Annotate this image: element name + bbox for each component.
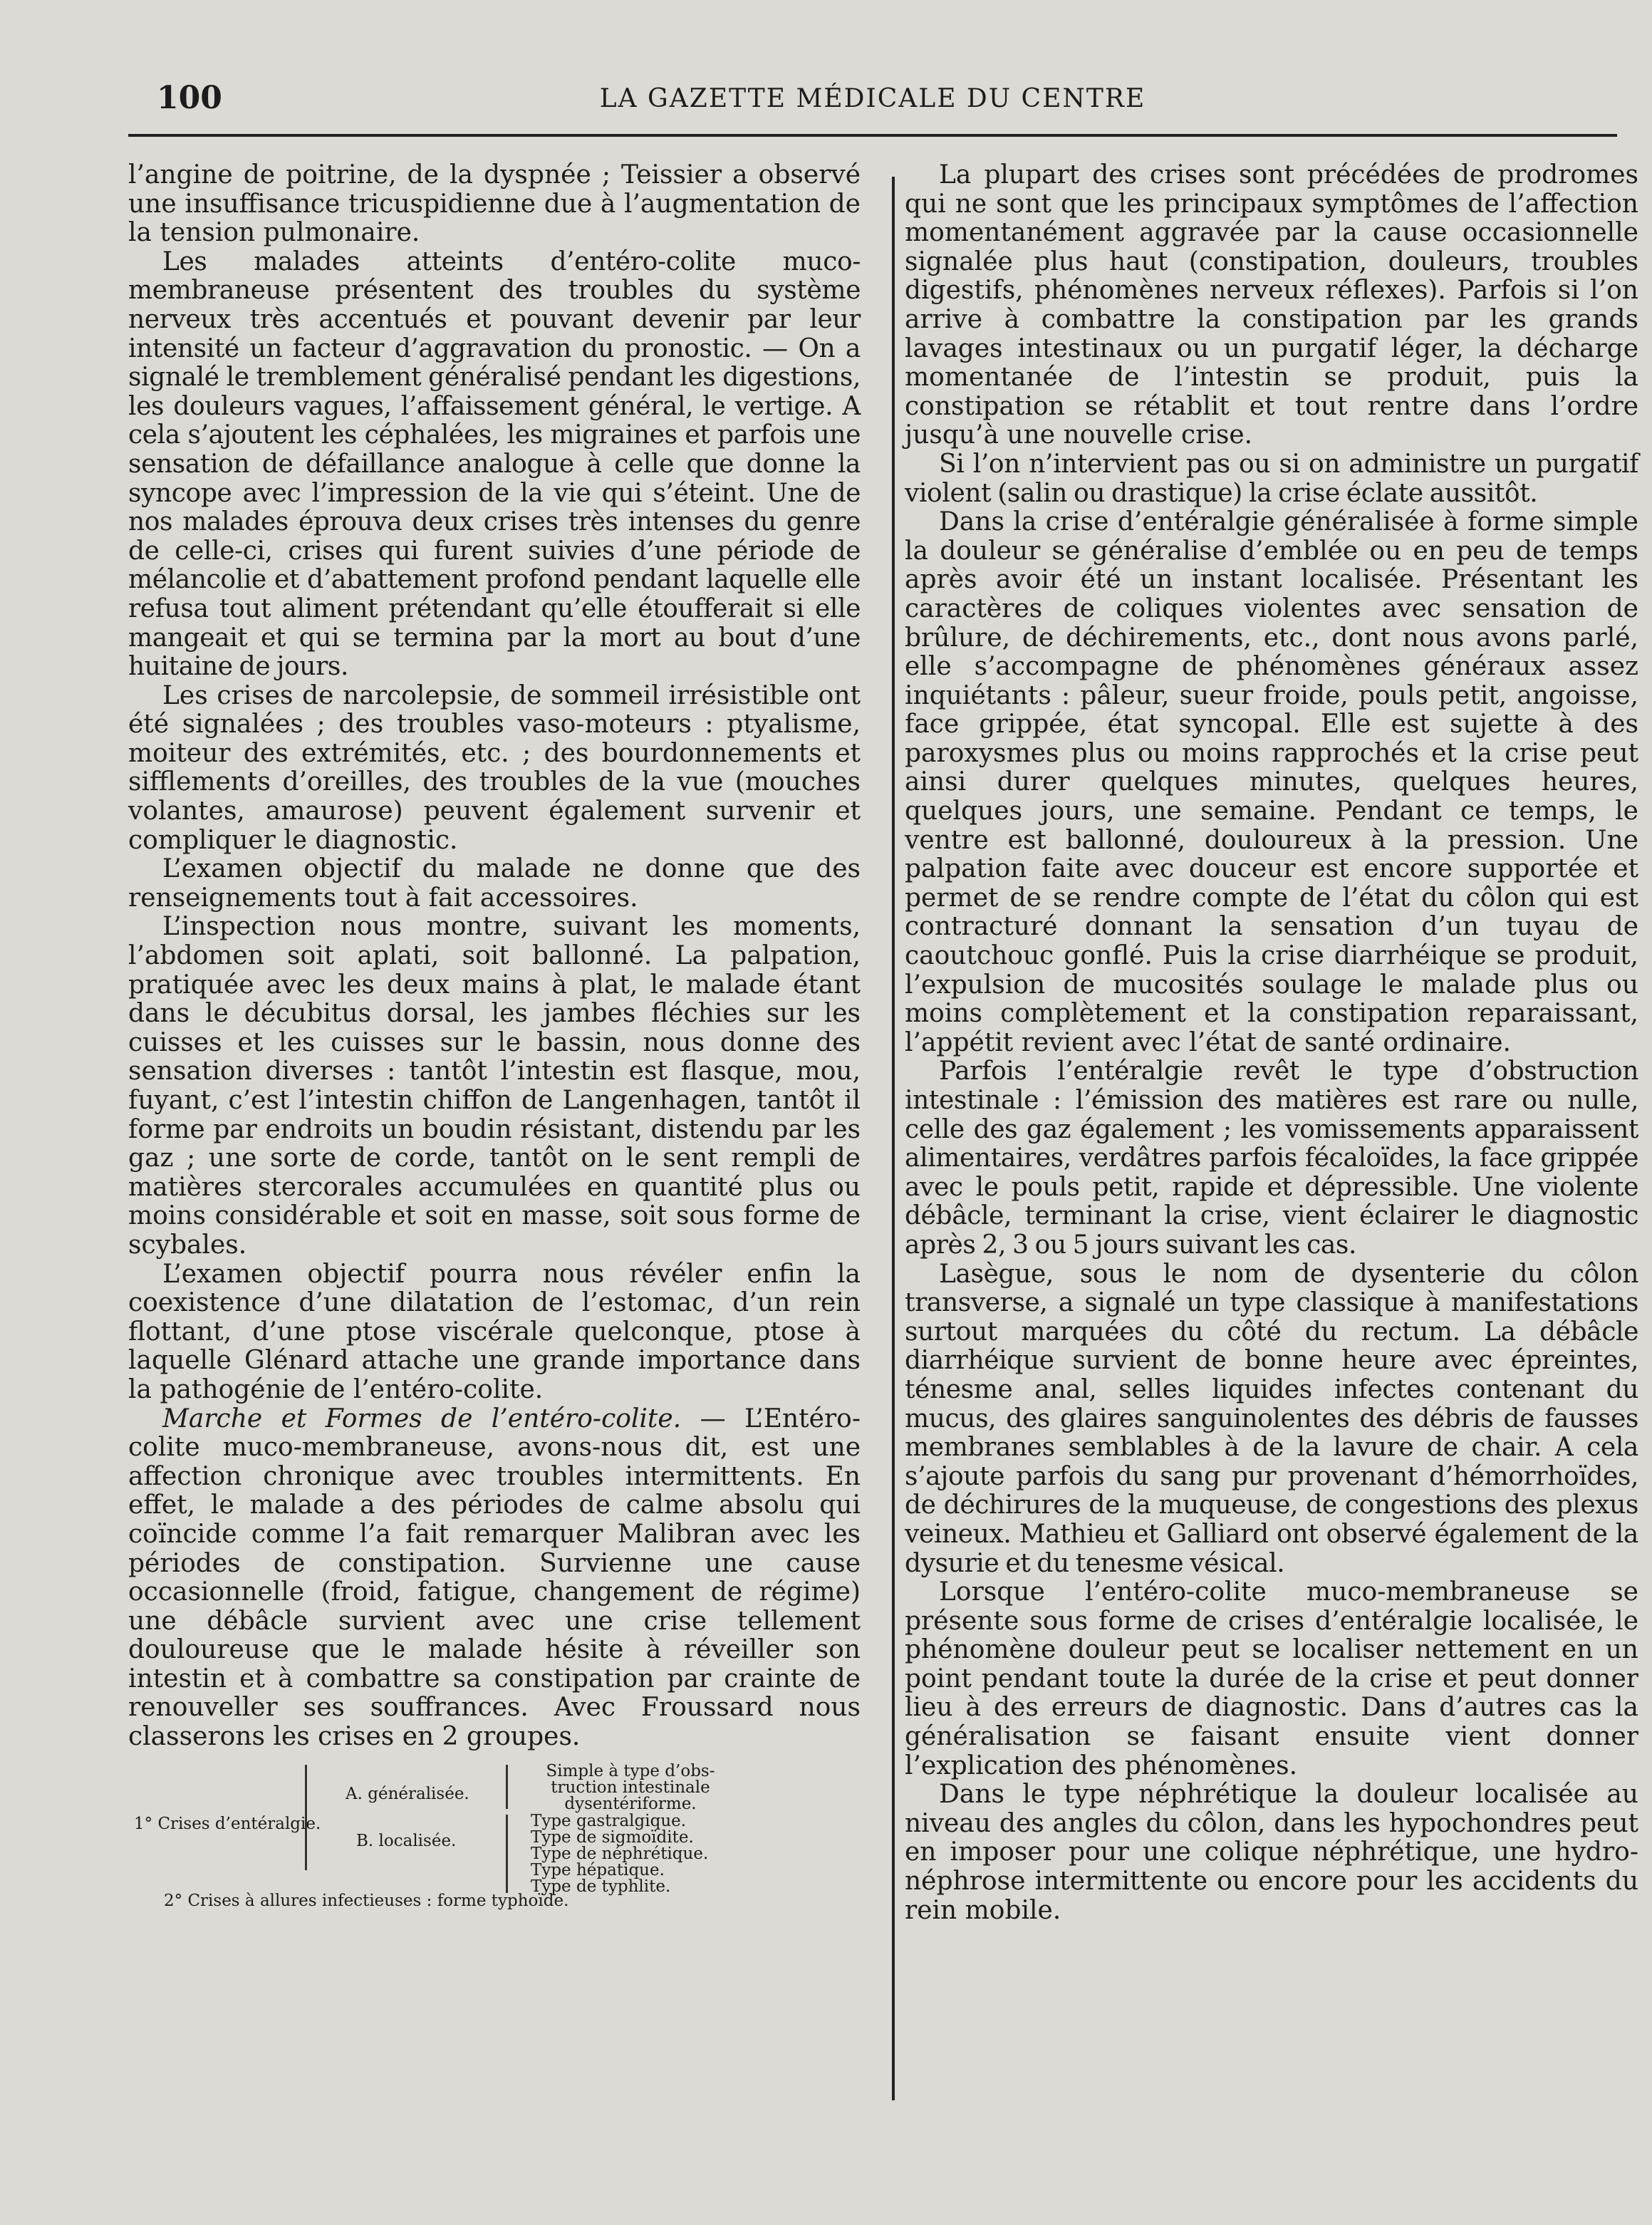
paragraph: Lorsque l’entéro-colite muco-membraneuse se présente sous forme de crises d’entéralgie localisée, le phénomène douleur peut se localiser nettement en un point pendant toute la durée de la crise et peut donner lieu à des erreurs de diagnostic. Dans d’autres cas la généralisation se faisant ensuite vient donner l’explication des phénomènes. <box>905 1577 1638 1780</box>
section-heading: Marche et Formes de l’entéro-colite. <box>162 1404 682 1433</box>
page-number: 100 <box>157 80 222 116</box>
left-column <box>128 160 861 1910</box>
header-rule <box>128 134 1617 137</box>
brace <box>506 1815 508 1893</box>
paragraph: Lasègue, sous le nom de dysenterie du côlon transverse, a signalé un type classique à manifestations surtout marquées du côté du rectum. La débâcle diarrhéique survient de bonne heure avec épreintes, ténesme anal, selles liquides infectes contenant du mucus, des glaires sanguinolentes des débris de fausses membranes semblables à de la lavure de chair. A cela s’ajoute parfois du sang pur provenant d’hémorrhoïdes, de déchirures de la muqueuse, de congestions des plexus veineux. Mathieu et Galliard ont observé également de la dysurie et du tenesme vésical. <box>905 1259 1638 1578</box>
paragraph-text: — L’Entéro-colite muco-membraneuse, avons-nous dit, est une affection chronique avec troubles intermittents. En effet, le malade a des périodes de calme absolu qui coïncide comme l’a fait remarquer Malibran avec les périodes de constipation. Survienne une cause occasionnelle (froid, fatigue, changement de régime) une débâcle survient avec une crise tellement douloureuse que le malade hésite à réveiller son intestin et à combattre sa constipation par crainte de renouveller ses souffrances. Avec Froussard nous classerons les crises en 2 groupes. <box>128 1404 861 1752</box>
localized-label: B. localisée. <box>356 1831 457 1850</box>
brace <box>506 1765 508 1809</box>
type-line: truction intestinale <box>551 1778 710 1797</box>
paragraph: Parfois l’entéralgie revêt le type d’obstruction intestinale : l’émission des matières est rare ou nulle, celle des gaz également ; les vomissements apparaissent alimentaires, verdâtres parfois fécaloïdes, la face grippée avec le pouls petit, rapide et dépressible. Une violente débâcle, terminant la crise, vient éclairer le diagnostic après 2, 3 ou 5 jours suivant les cas. <box>905 1057 1638 1260</box>
paragraph: Les malades atteints d’entéro-colite muco-membraneuse présentent des troubles du système nerveux très accentués et pouvant devenir par leur intensité un facteur d’aggravation du pronostic. — On a signalé le tremblement généralisé pendant les digestions, les douleurs vagues, l’affaissement général, le vertige. A cela s’ajoutent les céphalées, les migraines et parfois une sensation de défaillance analogue à celle que donne la syncope avec l’impression de la vie qui s’éteint. Une de nos malades éprouva deux crises très intenses du genre de celle-ci, crises qui furent suivies d’une période de mélancolie et d’abattement profond pendant laquelle elle refusa tout aliment prétendant qu’elle étoufferait si elle mangeait et qui se termina par la mort au bout d’une huitaine de jours. <box>128 247 861 682</box>
localized-types <box>531 1813 708 1895</box>
type-line: Type de sigmoïdite. <box>531 1827 694 1847</box>
group-two-label: 2° Crises à allures infectieuses : forme typhoïde. <box>164 1891 569 1910</box>
paragraph: Les crises de narcolepsie, de sommeil irrésistible ont été signalées ; des troubles vaso-moteurs : ptyalisme, moiteur des extrémités, etc. ; des bourdonnements et sifflements d’oreilles, des troubles de la vue (mouches volantes, amaurose) peuvent également survenir et compliquer le diagnostic. <box>128 680 861 855</box>
group-one-label: 1° Crises d’entéralgie. <box>134 1814 321 1833</box>
type-line: Type gastralgique. <box>531 1811 687 1830</box>
type-line: Type de néphrétique. <box>531 1844 709 1863</box>
paragraph <box>128 1405 861 1752</box>
paragraph: L’examen objectif pourra nous révéler enfin la coexistence d’une dilatation de l’estomac, d’un rein flottant, d’une ptose viscérale quelconque, ptose à laquelle Glénard attache une grande importance dans la pathogénie de l’entéro-colite. <box>128 1259 861 1404</box>
paragraph: l’angine de poitrine, de la dyspnée ; Teissier a observé une insuffisance tricuspidienne due à l’augmentation de la tension pulmonaire. <box>128 160 861 248</box>
page-header <box>128 80 1617 123</box>
paragraph: L’examen objectif du malade ne donne que des renseignements tout à fait accessoires. <box>128 854 861 913</box>
type-line: Type hépatique. <box>531 1860 665 1879</box>
column-rule <box>892 177 895 2100</box>
paragraph: L’inspection nous montre, suivant les moments, l’abdomen soit aplati, soit ballonné. La palpation, pratiquée avec les deux mains à plat, le malade étant dans le décubitus dorsal, les jambes fléchies sur les cuisses et les cuisses sur le bassin, nous donne des sensation diverses : tantôt l’intestin est flasque, mou, fuyant, c’est l’intestin chiffon de Langenhagen, tantôt il forme par endroits un boudin résistant, distendu par les gaz ; une sorte de corde, tantôt on le sent rempli de matières stercorales accumulées en quantité plus ou moins considérable et soit en masse, soit sous forme de scybales. <box>128 912 861 1260</box>
paragraph: Dans la crise d’entéralgie généralisée à forme simple la douleur se généralise d’emblée ou en peu de temps après avoir été un instant localisée. Présentant les caractères de coliques violentes avec sensation de brûlure, de déchirements, etc., dont nous avons parlé, elle s’accompagne de phénomènes généraux assez inquiétants : pâleur, sueur froide, pouls petit, angoisse, face grippée, état syncopal. Elle est sujette à des paroxysmes plus ou moins rapprochés et la crise peut ainsi durer quelques minutes, quelques heures, quelques jours, une semaine. Pendant ce temps, le ventre est ballonné, douloureux à la pression. Une palpation faite avec douceur est encore supportée et permet de se rendre compte de l’état du côlon qui est contracturé donnant la sensation d’un tuyau de caoutchouc gonflé. Puis la crise diarrhéique se produit, l’expulsion de mucosités soulage le malade plus ou moins complètement et la constipation reparaissant, l’appétit revient avec l’état de santé ordinaire. <box>905 507 1638 1057</box>
right-column <box>905 161 1638 1925</box>
generalized-type <box>527 1763 734 1812</box>
type-line: dysentériforme. <box>564 1794 697 1813</box>
paragraph: Dans le type néphrétique la douleur localisée au niveau des angles du côlon, dans les hypochondres peut en imposer pour une colique néphrétique, une hydro-néphrose intermittente ou encore pour les accidents du rein mobile. <box>905 1780 1638 1925</box>
crisis-classification <box>128 1761 861 1910</box>
paragraph: La plupart des crises sont précédées de prodromes qui ne sont que les principaux symptômes de l’affection momentanément aggravée par la cause occasionnelle signalée plus haut (constipation, douleurs, troubles digestifs, phénomènes nerveux réflexes). Parfois si l’on arrive à combattre la constipation par les grands lavages intestinaux ou un purgatif léger, la décharge momentanée de l’intestin se produit, puis la constipation se rétablit et tout rentre dans l’ordre jusqu’à une nouvelle crise. <box>905 160 1638 450</box>
type-line: Simple à type d’obs- <box>546 1761 715 1780</box>
generalized-label: A. généralisée. <box>346 1784 469 1803</box>
paragraph: Si l’on n’intervient pas ou si on administre un purgatif violent (salin ou drastique) la crise éclate aussitôt. <box>905 449 1638 508</box>
journal-title: LA GAZETTE MÉDICALE DU CENTRE <box>599 84 1146 113</box>
type-line: Type de typhlite. <box>531 1877 671 1896</box>
